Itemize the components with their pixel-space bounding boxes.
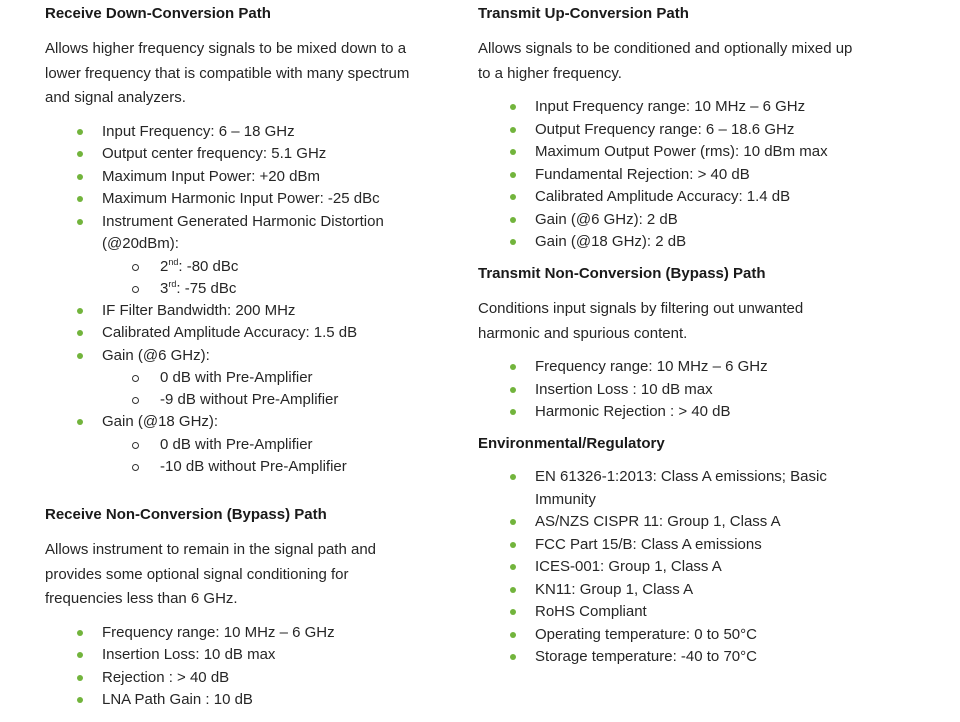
list-item (478, 141, 918, 164)
description-line: to a higher frequency. (478, 64, 622, 82)
bullet-icon (77, 174, 83, 180)
section-description (45, 37, 465, 111)
section-title: Receive Down-Conversion Path (45, 5, 271, 22)
item-text: Maximum Input Power: +20 dBm (102, 167, 321, 185)
item-text: Input Frequency: 6 – 18 GHz (102, 122, 295, 140)
item-text: Storage temperature: -40 to 70°C (535, 648, 757, 665)
item-text: 0 dB with Pre-Amplifier (160, 369, 313, 386)
sub-list-item (102, 434, 465, 456)
description-line: frequencies less than 6 GHz. (45, 590, 238, 607)
bullet-icon (510, 127, 516, 133)
list-item (478, 164, 918, 187)
harmonic-value: : -75 dBc (176, 279, 237, 297)
item-text: Harmonic Rejection : > 40 dB (535, 403, 731, 420)
bullet-icon (510, 172, 516, 178)
description-line: and signal analyzers. (45, 89, 186, 106)
item-text: Immunity (535, 490, 596, 508)
description-line: harmonic and spurious content. (478, 324, 688, 342)
sub-bullet-icon (132, 442, 139, 449)
sub-bullet-icon (132, 397, 139, 404)
list-item (45, 667, 465, 690)
bullet-icon (510, 194, 516, 200)
sub-list-item (102, 456, 465, 478)
list-item (478, 511, 918, 534)
sub-list (102, 367, 465, 411)
item-text: Maximum Harmonic Input Power: -25 dBc (102, 190, 380, 207)
section-title: Transmit Non-Conversion (Bypass) Path (478, 265, 766, 282)
item-text: RoHS Compliant (535, 603, 647, 620)
item-text: -10 dB without Pre-Amplifier (160, 457, 347, 475)
item-text: Gain (@18 GHz): (102, 413, 219, 430)
section-title: Transmit Up-Conversion Path (478, 5, 689, 22)
bullet-icon (510, 149, 516, 155)
bullet-icon (77, 151, 83, 157)
sub-bullet-icon (132, 264, 139, 271)
bullet-icon (77, 196, 83, 202)
spec-list (478, 466, 918, 669)
section-description (478, 37, 918, 86)
list-item (45, 300, 465, 323)
list-item (45, 166, 465, 189)
list-item (478, 466, 918, 511)
sub-list-item (102, 367, 465, 389)
sub-list-item (102, 389, 465, 411)
item-text: Gain (@6 GHz): (102, 346, 210, 364)
list-item (45, 121, 465, 144)
list-item (478, 556, 918, 579)
bullet-icon (510, 409, 516, 415)
description-line: provides some optional signal conditioning for (45, 565, 349, 583)
bullet-icon (510, 217, 516, 223)
item-text: Fundamental Rejection: > 40 dB (535, 165, 750, 183)
list-item (45, 211, 465, 300)
item-text: LNA Path Gain : 10 dB (102, 691, 253, 708)
bullet-icon (510, 564, 516, 570)
transmit-bypass-section (478, 264, 918, 424)
description-line: lower frequency that is compatible with many spectrum (45, 64, 410, 82)
sub-bullet-icon (132, 375, 139, 382)
item-text: Calibrated Amplitude Accuracy: 1.4 dB (535, 188, 791, 205)
sub-bullet-icon (132, 464, 139, 471)
list-item (478, 579, 918, 602)
bullet-icon (510, 542, 516, 548)
bullet-icon (77, 697, 83, 703)
list-item (478, 231, 918, 254)
bullet-icon (510, 104, 516, 110)
description-line: Allows higher frequency signals to be mixed down to a (45, 40, 407, 57)
sub-list-item (102, 278, 465, 300)
ordinal-suffix: rd (168, 278, 177, 289)
section-title: Environmental/Regulatory (478, 435, 665, 452)
list-item (478, 401, 918, 424)
description-line: Allows signals to be conditioned and optionally mixed up (478, 40, 853, 57)
item-text: Input Frequency range: 10 MHz – 6 GHz (535, 98, 806, 115)
list-item (478, 356, 918, 379)
bullet-icon (510, 364, 516, 370)
bullet-icon (510, 239, 516, 245)
harmonic-order: 3 (160, 279, 169, 297)
item-text: Rejection : > 40 dB (102, 668, 230, 686)
bullet-icon (510, 654, 516, 660)
item-text: Operating temperature: 0 to 50°C (535, 625, 757, 643)
bullet-icon (77, 630, 83, 636)
item-text: AS/NZS CISPR 11: Group 1, Class A (535, 513, 781, 530)
harmonic-value: : -80 dBc (178, 257, 239, 275)
list-item (45, 188, 465, 211)
description-line: Allows instrument to remain in the signal path and (45, 541, 377, 558)
item-text: FCC Part 15/B: Class A emissions (535, 535, 762, 553)
item-text: 0 dB with Pre-Amplifier (160, 435, 313, 453)
list-item (478, 379, 918, 402)
sub-list (102, 434, 465, 478)
list-item (478, 96, 918, 119)
item-text: Calibrated Amplitude Accuracy: 1.5 dB (102, 324, 358, 341)
list-item (478, 119, 918, 142)
item-text: Gain (@6 GHz): 2 dB (535, 210, 678, 228)
list-item (478, 209, 918, 232)
list-item (478, 646, 918, 669)
section-description (45, 538, 465, 612)
spec-list (45, 622, 465, 712)
item-text: Output center frequency: 5.1 GHz (102, 145, 327, 162)
list-item (45, 345, 465, 412)
item-text: Insertion Loss : 10 dB max (535, 380, 713, 398)
sub-list (102, 256, 465, 300)
transmit-up-conversion-section (478, 4, 918, 254)
ordinal-suffix: nd (168, 256, 179, 267)
bullet-icon (77, 353, 83, 359)
item-text: Frequency range: 10 MHz – 6 GHz (102, 623, 335, 641)
bullet-icon (510, 474, 516, 480)
item-text: Gain (@18 GHz): 2 dB (535, 233, 687, 250)
item-text: ICES-001: Group 1, Class A (535, 558, 722, 575)
receive-down-conversion-section (45, 4, 465, 478)
bullet-icon (77, 129, 83, 135)
bullet-icon (510, 609, 516, 615)
bullet-icon (510, 632, 516, 638)
item-text: KN11: Group 1, Class A (535, 580, 694, 598)
list-item (45, 411, 465, 478)
list-item (478, 601, 918, 624)
item-text: Maximum Output Power (rms): 10 dBm max (535, 143, 828, 160)
bullet-icon (77, 675, 83, 681)
item-text: EN 61326-1:2013: Class A emissions; Basic (535, 468, 827, 485)
section-title: Receive Non-Conversion (Bypass) Path (45, 506, 327, 523)
item-text: -9 dB without Pre-Amplifier (160, 391, 339, 408)
item-text: (@20dBm): (102, 235, 179, 252)
item-text: Frequency range: 10 MHz – 6 GHz (535, 358, 768, 375)
sub-bullet-icon (132, 286, 139, 293)
bullet-icon (77, 419, 83, 425)
bullet-icon (510, 587, 516, 593)
list-item (478, 534, 918, 557)
list-item (478, 186, 918, 209)
receive-bypass-section (45, 505, 465, 712)
bullet-icon (77, 330, 83, 336)
item-text: Insertion Loss: 10 dB max (102, 646, 276, 663)
bullet-icon (77, 219, 83, 225)
list-item (478, 624, 918, 647)
list-item (45, 622, 465, 645)
spec-list (478, 96, 918, 254)
bullet-icon (77, 652, 83, 658)
environmental-regulatory-section (478, 434, 918, 669)
spec-list (45, 121, 465, 478)
section-description (478, 297, 918, 346)
sub-list-item (102, 256, 465, 278)
item-text: IF Filter Bandwidth: 200 MHz (102, 301, 296, 319)
list-item (45, 322, 465, 345)
harmonic-order: 2 (160, 257, 169, 275)
item-text: Output Frequency range: 6 – 18.6 GHz (535, 120, 795, 138)
list-item (45, 689, 465, 712)
item-text: Instrument Generated Harmonic Distortion (102, 212, 384, 230)
description-line: Conditions input signals by filtering out unwanted (478, 300, 804, 317)
spec-list (478, 356, 918, 424)
bullet-icon (77, 308, 83, 314)
list-item (45, 644, 465, 667)
bullet-icon (510, 387, 516, 393)
bullet-icon (510, 519, 516, 525)
list-item (45, 143, 465, 166)
